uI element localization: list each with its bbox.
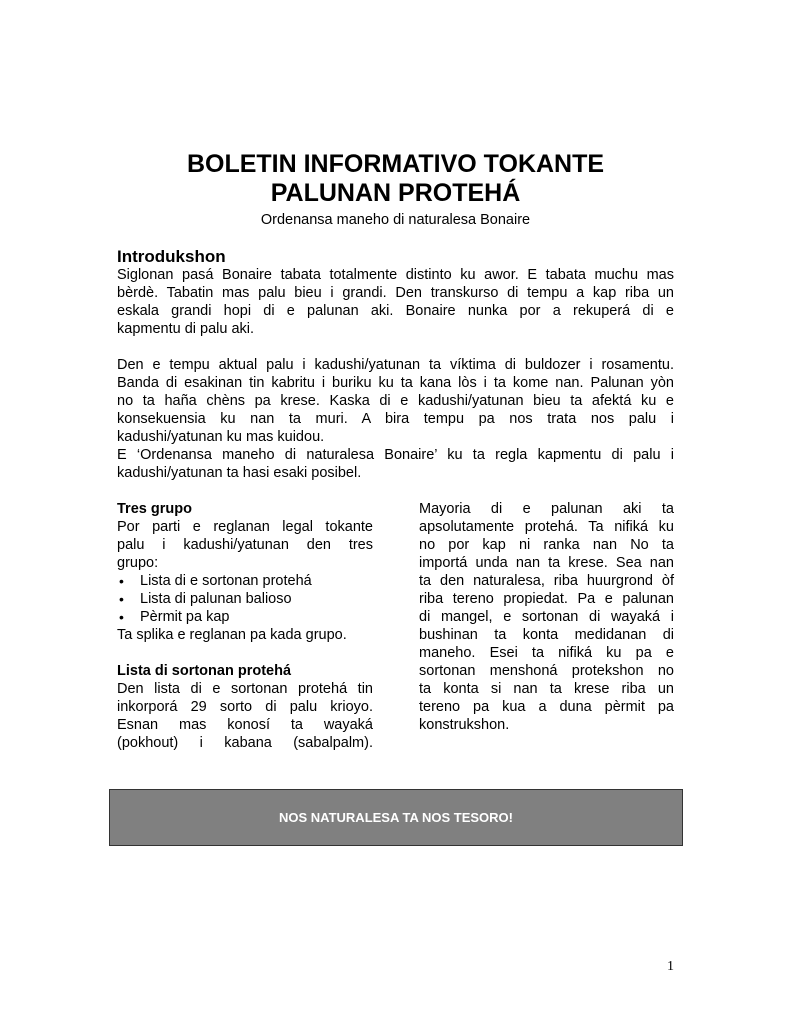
text-line: Den e tempu aktual palu i kadushi/yatunan ta víktima di buldozer i rosamentu. <box>117 357 674 373</box>
text-line: Esnan mas konosí ta wayaká <box>117 717 373 733</box>
text-line: Por parti e reglanan legal tokante <box>117 519 373 535</box>
text-line: maneho. Esei ta nifiká ku pa e <box>419 645 674 661</box>
text-line: Ta splika e reglanan pa kada grupo. <box>117 627 347 643</box>
page-title <box>0 150 791 208</box>
text-line: apsolutamente protehá. Ta nifiká ku <box>419 519 674 535</box>
bullet-icon: • <box>119 591 124 607</box>
text-line: kapmentu di palu aki. <box>117 321 255 337</box>
text-line: ta konta si nan ta krese riba un <box>419 681 674 697</box>
list-item <box>117 608 373 626</box>
intro-paragraph-3 <box>117 446 674 482</box>
text-line: Banda di esakinan tin kabritu i buriku ku ta kana lòs i ta kome nan. Palunan yòn <box>117 375 674 391</box>
text-line: Mayoria di e palunan aki ta <box>419 501 674 517</box>
text-line: di mangel, e sortonan di wayaká i <box>419 609 674 625</box>
text-line: kadushi/yatunan ku mas kuidou. <box>117 429 325 445</box>
list-item <box>117 590 373 608</box>
text-line: palu i kadushi/yatunan den tres <box>117 537 373 553</box>
text-line: no por kap ni ranka nan No ta <box>419 537 674 553</box>
text-line: bushinan ta konta medidanan di <box>419 627 674 643</box>
subtitle: Ordenansa maneho di naturalesa Bonaire <box>260 212 531 228</box>
text-line: Siglonan pasá Bonaire tabata totalmente distinto ku awor. E tabata muchu mas <box>117 267 674 283</box>
slogan-text: NOS NATURALESA TA NOS TESORO! <box>279 810 513 825</box>
text-line: E ‘Ordenansa maneho di naturalesa Bonaire’ ku ta regla kapmentu di palu i <box>117 447 674 463</box>
list-item <box>117 572 373 590</box>
text-line: eskala grandi hopi di e palunan aki. Bonaire nunka por a rekuperá di e <box>117 303 674 319</box>
text-line: grupo: <box>117 555 159 571</box>
list-item-label: Lista di palunan balioso <box>140 591 292 607</box>
text-line: Den lista di e sortonan protehá tin <box>117 681 373 697</box>
right-column <box>419 500 674 734</box>
list-item-label: Lista di e sortonan protehá <box>140 573 312 589</box>
bullet-icon: • <box>119 609 124 625</box>
intro-paragraph-2 <box>117 356 674 446</box>
text-line: konsekuensia ku nan ta muri. A bira tempu pa nos trata nos palu i <box>117 411 674 427</box>
lista-heading: Lista di sortonan protehá <box>117 663 292 679</box>
text-line: no ta haña chèns pa krese. Kaska di e kadushi/yatunan bieu ta afektá ku e <box>117 393 674 409</box>
text-line: riba tereno propiedat. Pa e palunan <box>419 591 674 607</box>
title-line-1: BOLETIN INFORMATIVO TOKANTE <box>186 150 605 178</box>
text-line: bèrdè. Tabatin mas palu bieu i grandi. Den transkurso di tempu a kap riba un <box>117 285 674 301</box>
text-line: tereno pa kua a duna pèrmit pa <box>419 699 674 715</box>
bullet-icon: • <box>119 573 124 589</box>
text-line: ta den naturalesa, riba huurgrond òf <box>419 573 674 589</box>
text-line: konstrukshon. <box>419 717 510 733</box>
left-column <box>117 500 373 752</box>
list-item-label: Pèrmit pa kap <box>140 609 230 625</box>
intro-paragraph-1 <box>117 266 674 338</box>
intro-heading: Introdukshon <box>117 247 226 266</box>
text-line: inkorporá 29 sorto di palu krioyo. <box>117 699 373 715</box>
page-number: 1 <box>667 959 674 974</box>
slogan-banner <box>109 789 683 846</box>
text-line: (pokhout) i kabana (sabalpalm). <box>117 735 373 751</box>
bullet-list <box>117 572 373 626</box>
text-line: sortonan menshoná protekshon no <box>419 663 674 679</box>
tres-grupo-heading: Tres grupo <box>117 501 192 517</box>
title-line-2: PALUNAN PROTEHÁ <box>270 179 521 207</box>
text-line: kadushi/yatunan ta hasi esaki posibel. <box>117 465 362 481</box>
text-line: importá unda nan ta krese. Sea nan <box>419 555 674 571</box>
